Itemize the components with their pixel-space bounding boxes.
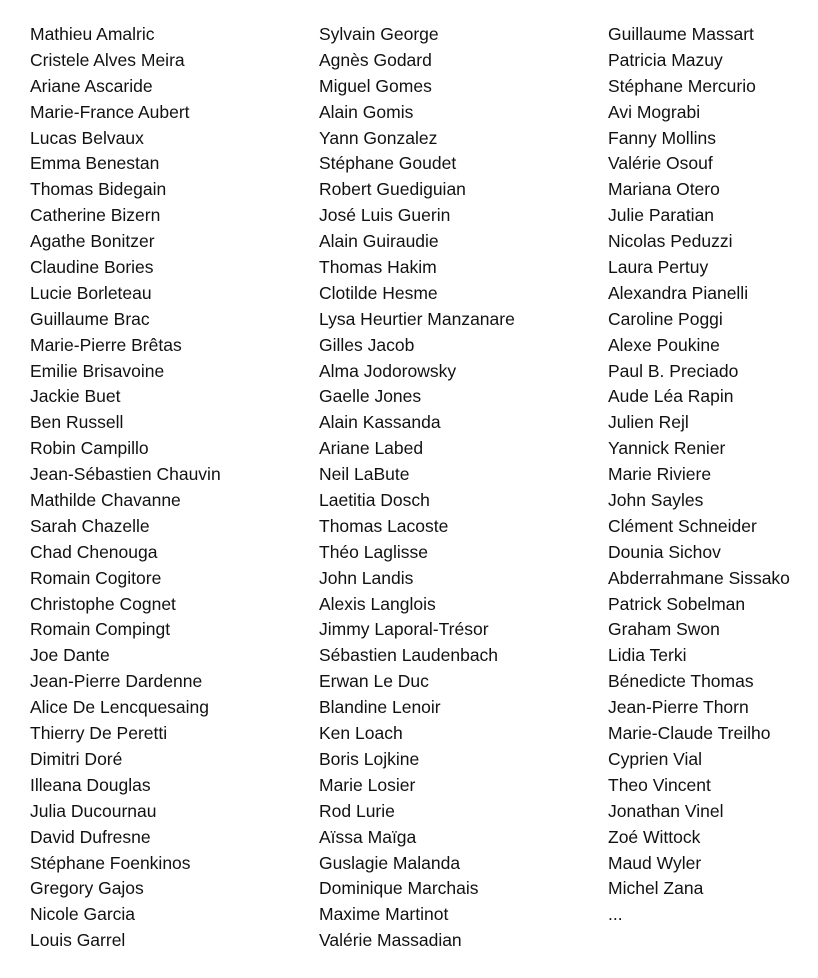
list-item: Mariana Otero: [608, 179, 720, 200]
list-item: Illeana Douglas: [30, 774, 151, 795]
list-item: Michel Zana: [608, 878, 704, 899]
list-item: ...: [608, 904, 623, 925]
list-item: Erwan Le Duc: [319, 671, 429, 692]
list-item: Miguel Gomes: [319, 75, 432, 96]
list-item: Caroline Poggi: [608, 308, 723, 329]
list-item: Jean-Sébastien Chauvin: [30, 464, 221, 485]
list-item: Gregory Gajos: [30, 878, 144, 899]
list-item: Stéphane Foenkinos: [30, 852, 191, 873]
list-item: Valérie Massadian: [319, 930, 462, 951]
list-item: Alexe Poukine: [608, 334, 720, 355]
list-item: Stéphane Goudet: [319, 153, 457, 174]
list-item: Marie-Claude Treilho: [608, 723, 771, 744]
list-item: Alexandra Pianelli: [608, 282, 749, 303]
list-item: Laetitia Dosch: [319, 490, 430, 511]
list-item: Fanny Mollins: [608, 127, 716, 148]
list-item: Graham Swon: [608, 619, 720, 640]
list-item: Romain Compingt: [30, 619, 171, 640]
list-item: Catherine Bizern: [30, 205, 161, 226]
list-item: Abderrahmane Sissako: [608, 567, 790, 588]
list-item: Clotilde Hesme: [319, 282, 438, 303]
list-item: Julien Rejl: [608, 412, 689, 433]
list-item: Emma Benestan: [30, 153, 160, 174]
list-item: Ariane Ascaride: [30, 75, 153, 96]
list-item: Joe Dante: [30, 645, 110, 666]
list-item: Gaelle Jones: [319, 386, 422, 407]
list-item: Dimitri Doré: [30, 748, 123, 769]
list-item: Ariane Labed: [319, 438, 424, 459]
list-item: Julie Paratian: [608, 205, 715, 226]
list-item: Neil LaBute: [319, 464, 410, 485]
list-item: Clément Schneider: [608, 515, 757, 536]
list-item: Stéphane Mercurio: [608, 75, 756, 96]
list-item: Lucie Borleteau: [30, 282, 152, 303]
list-item: Alain Gomis: [319, 101, 414, 122]
list-item: Dounia Sichov: [608, 541, 721, 562]
list-item: Thomas Lacoste: [319, 515, 449, 536]
list-item: Lucas Belvaux: [30, 127, 144, 148]
list-item: Blandine Lenoir: [319, 697, 441, 718]
list-item: Guillaume Massart: [608, 24, 754, 44]
list-item: Jean-Pierre Thorn: [608, 697, 749, 718]
list-item: Robin Campillo: [30, 438, 149, 459]
list-item: Jonathan Vinel: [608, 800, 724, 821]
list-item: Agnès Godard: [319, 49, 432, 70]
list-item: Jimmy Laporal-Trésor: [319, 619, 489, 640]
list-item: Mathieu Amalric: [30, 24, 155, 44]
list-item: Alain Guiraudie: [319, 231, 439, 252]
list-item: Laura Pertuy: [608, 257, 709, 278]
list-item: Thomas Bidegain: [30, 179, 167, 200]
list-item: David Dufresne: [30, 826, 151, 847]
list-item: Marie Riviere: [608, 464, 712, 485]
list-item: Dominique Marchais: [319, 878, 479, 899]
list-item: Avi Mograbi: [608, 101, 701, 122]
list-item: Bénedicte Thomas: [608, 671, 754, 692]
list-item: Agathe Bonitzer: [30, 231, 155, 252]
list-item: Claudine Bories: [30, 257, 154, 278]
list-item: Maud Wyler: [608, 852, 702, 873]
list-item: Robert Guediguian: [319, 179, 466, 200]
list-item: Emilie Brisavoine: [30, 360, 165, 381]
list-item: Gilles Jacob: [319, 334, 415, 355]
name-column-3: [608, 22, 816, 928]
list-item: Lysa Heurtier Manzanare: [319, 308, 515, 329]
list-item: Marie-France Aubert: [30, 101, 190, 122]
list-item: Thierry De Peretti: [30, 723, 168, 744]
list-item: Patrick Sobelman: [608, 593, 746, 614]
list-item: Alain Kassanda: [319, 412, 441, 433]
list-item: Mathilde Chavanne: [30, 490, 181, 511]
list-item: Jean-Pierre Dardenne: [30, 671, 203, 692]
list-item: Jackie Buet: [30, 386, 121, 407]
name-column-2: [319, 22, 604, 954]
list-item: Paul B. Preciado: [608, 360, 739, 381]
list-item: Lidia Terki: [608, 645, 687, 666]
list-item: Sébastien Laudenbach: [319, 645, 499, 666]
list-item: Aude Léa Rapin: [608, 386, 734, 407]
list-item: John Landis: [319, 567, 414, 588]
list-item: Patricia Mazuy: [608, 49, 723, 70]
list-item: Sarah Chazelle: [30, 515, 150, 536]
name-column-1: [30, 22, 310, 954]
list-item: Yann Gonzalez: [319, 127, 438, 148]
list-item: Nicolas Peduzzi: [608, 231, 733, 252]
list-item: Theo Vincent: [608, 774, 711, 795]
list-item: Guillaume Brac: [30, 308, 150, 329]
list-item: Cristele Alves Meira: [30, 49, 185, 70]
list-item: Zoé Wittock: [608, 826, 701, 847]
list-item: Aïssa Maïga: [319, 826, 417, 847]
list-item: Alma Jodorowsky: [319, 360, 457, 381]
list-item: Yannick Renier: [608, 438, 726, 459]
list-item: Rod Lurie: [319, 800, 395, 821]
list-item: Chad Chenouga: [30, 541, 158, 562]
list-item: Marie-Pierre Brêtas: [30, 334, 182, 355]
list-item: Louis Garrel: [30, 930, 126, 951]
list-item: Thomas Hakim: [319, 257, 437, 278]
list-item: Sylvain George: [319, 24, 439, 44]
list-item: Maxime Martinot: [319, 904, 449, 925]
list-item: Nicole Garcia: [30, 904, 136, 925]
list-item: Alexis Langlois: [319, 593, 436, 614]
list-item: Ken Loach: [319, 723, 403, 744]
list-item: Romain Cogitore: [30, 567, 162, 588]
list-item: Guslagie Malanda: [319, 852, 461, 873]
list-item: Valérie Osouf: [608, 153, 713, 174]
list-item: Christophe Cognet: [30, 593, 176, 614]
list-item: John Sayles: [608, 490, 704, 511]
list-item: Boris Lojkine: [319, 748, 420, 769]
list-item: Marie Losier: [319, 774, 416, 795]
list-item: Cyprien Vial: [608, 748, 703, 769]
list-item: Alice De Lencquesaing: [30, 697, 210, 718]
list-item: Julia Ducournau: [30, 800, 157, 821]
list-item: Théo Laglisse: [319, 541, 428, 562]
list-item: Ben Russell: [30, 412, 124, 433]
list-item: José Luis Guerin: [319, 205, 451, 226]
